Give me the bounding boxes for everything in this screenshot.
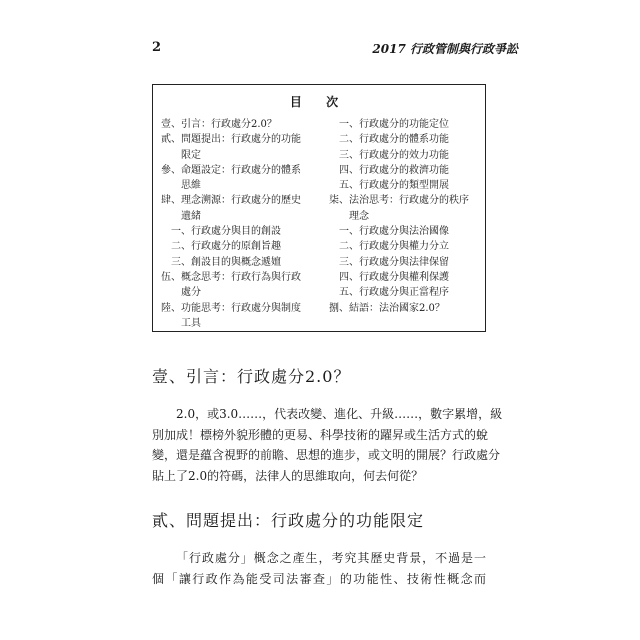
- page-number: 2: [152, 40, 162, 55]
- toc-entry: 貳、問題提出：行政處分的功能: [161, 134, 301, 146]
- toc-entry: 二、行政處分的原創旨趣: [161, 241, 281, 253]
- toc-entry: 三、行政處分的效力功能: [329, 149, 449, 161]
- toc-entry: 二、行政處分的體系功能: [329, 134, 449, 146]
- toc-entry: 二、行政處分與權力分立: [329, 241, 449, 253]
- toc-entry: 一、行政處分與法治國像: [329, 226, 449, 238]
- paragraph-introduction: [152, 404, 503, 486]
- toc-entry: 理念: [329, 210, 369, 222]
- toc-entry: 限定: [161, 149, 201, 161]
- toc-entry: 捌、結語：法治國家2.0？: [329, 302, 445, 314]
- paragraph-line: 變，還是蘊含視野的前瞻、思想的進步，或文明的開展？行政處分: [152, 448, 501, 462]
- table-of-contents: [152, 84, 486, 332]
- toc-entry: 壹、引言：行政處分2.0？: [161, 119, 277, 130]
- toc-entry: 四、行政處分與權利保護: [329, 271, 449, 283]
- toc-entry: 三、行政處分與法律保留: [329, 256, 449, 268]
- toc-entry: 柒、法治思考：行政處分的秩序: [329, 195, 469, 207]
- toc-entry: 處分: [161, 287, 201, 299]
- toc-entry: 一、行政處分與目的創設: [161, 226, 281, 238]
- toc-entry: 陸、功能思考：行政處分與制度: [161, 302, 301, 314]
- toc-entry: 五、行政處分與正當程序: [329, 287, 449, 299]
- section-heading-problem: 貳、問題提出：行政處分的功能限定: [152, 511, 425, 530]
- toc-entry: 遺緒: [161, 210, 201, 222]
- toc-entry: 參、命題設定：行政處分的體系: [161, 164, 301, 176]
- paragraph-line: 2.0，或3.0……，代表改變、進化、升級……，數字累增，級: [176, 407, 503, 421]
- toc-entry: 肆、理念溯源：行政處分的歷史: [161, 195, 301, 207]
- toc-entry: 一、行政處分的功能定位: [329, 119, 449, 130]
- toc-right-column: [329, 117, 481, 316]
- toc-entry: 工具: [161, 317, 201, 329]
- paragraph-problem: [152, 548, 486, 589]
- toc-entry: 四、行政處分的救濟功能: [329, 164, 449, 176]
- paragraph-line: 別加成！標榜外貌形體的更易、科學技術的躍昇或生活方式的蛻: [152, 427, 489, 442]
- toc-left-column: [161, 117, 321, 331]
- toc-entry: 五、行政處分的類型開展: [329, 180, 449, 192]
- toc-entry: 思維: [161, 180, 201, 192]
- paragraph-line: 「行政處分」概念之產生，考究其歷史背景，不過是一: [176, 551, 486, 565]
- paragraph-line: 個「讓行政作為能受司法審查」的功能性、技術性概念而: [152, 571, 486, 586]
- toc-title: 目 次: [289, 95, 349, 109]
- running-title: 2017 行政管制與行政爭訟: [372, 42, 518, 56]
- paragraph-line: 貼上了2.0的符碼，法律人的思維取向，何去何從？: [152, 468, 424, 483]
- toc-entry: 伍、概念思考：行政行為與行政: [161, 271, 301, 283]
- toc-entry: 三、創設目的與概念遞嬗: [161, 256, 281, 268]
- section-heading-introduction: 壹、引言：行政處分2.0？: [152, 367, 351, 386]
